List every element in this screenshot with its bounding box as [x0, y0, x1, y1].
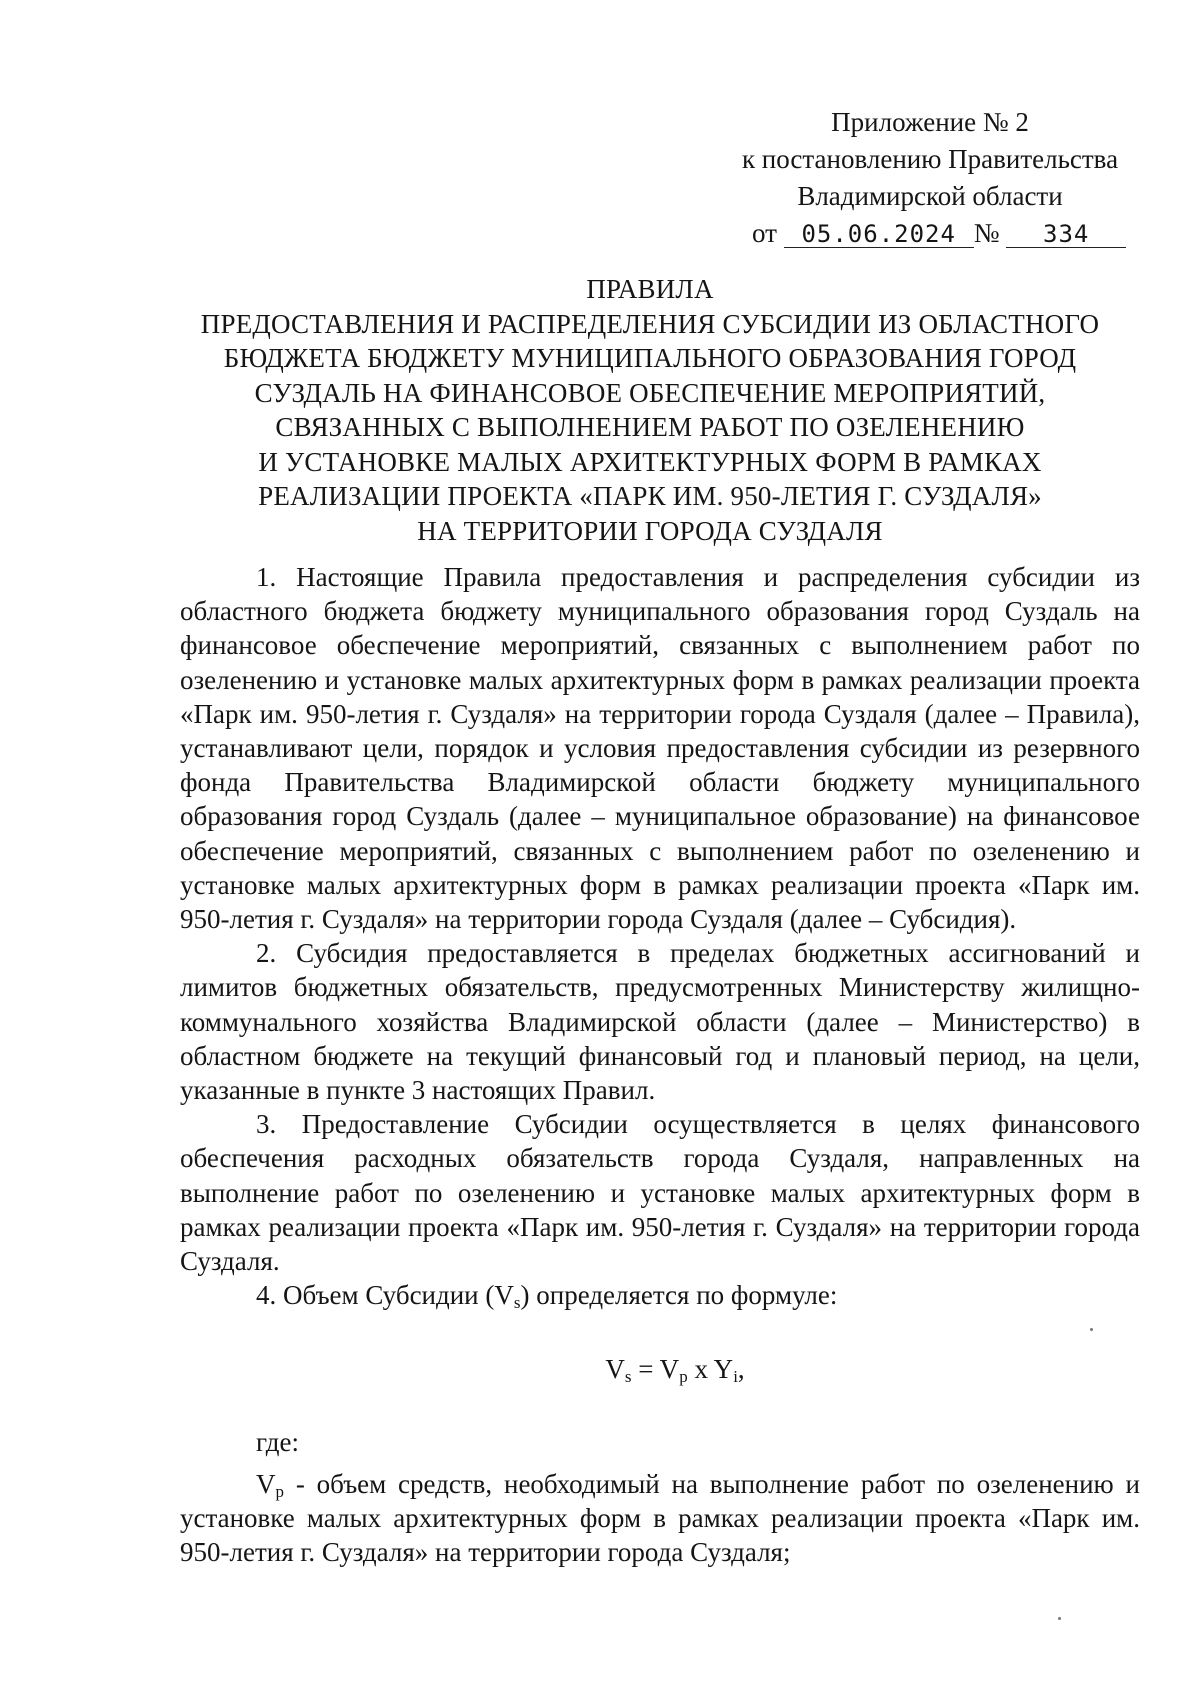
definition-vp: [180, 1467, 1140, 1570]
title-line: И УСТАНОВКЕ МАЛЫХ АРХИТЕКТУРНЫХ ФОРМ В РАМКАХ: [258, 446, 1042, 477]
appendix-region: Владимирской области: [797, 181, 1063, 211]
appendix-date-line: [720, 215, 1140, 252]
title-line: ПРЕДОСТАВЛЕНИЯ И РАСПРЕДЕЛЕНИЯ СУБСИДИИ ИЗ ОБЛАСТНОГО: [200, 308, 1100, 339]
formula-v-sub: s: [624, 1367, 632, 1387]
p4-text-end: ) определяется по формуле:: [520, 1280, 838, 1311]
title-line: СВЯЗАННЫХ С ВЫПОЛНЕНИЕМ РАБОТ ПО ОЗЕЛЕНЕНИЮ: [275, 412, 1025, 442]
formula-eq: = V: [631, 1354, 680, 1385]
paragraph-4: [180, 1278, 1140, 1312]
formula-vp-sub: p: [679, 1367, 688, 1387]
p4-subscript: s: [513, 1293, 521, 1313]
resolution-date: 05.06.2024: [784, 221, 974, 248]
subsidy-formula: [180, 1352, 1140, 1386]
where-label: где:: [256, 1426, 299, 1457]
resolution-number: 334: [1006, 221, 1126, 248]
appendix-header: [720, 104, 1140, 252]
scan-speck: [1090, 1328, 1093, 1331]
def-v-sub: p: [275, 1481, 284, 1501]
formula-times: x Y: [687, 1354, 734, 1385]
formula-y-sub: i: [733, 1367, 738, 1387]
def-text: - объем средств, необходимый на выполнение работ по озеленению и установке малых архитектурных форм в рамках реализации проекта «Парк им. 950-летия г. Суздаля» на территории города Суздаля;: [180, 1468, 1140, 1568]
appendix-number: Приложение № 2: [831, 107, 1029, 137]
paragraph-1: 1. Настоящие Правила предоставления и распределения субсидии из областного бюджета бюджету муниципального образования город Суздаль на финансовое обеспечение мероприятий, связанных с выполнением работ по озеленению и установке малых архитектурных форм в рамках реализации проекта «Парк им. 950-летия г. Суздаля» на территории города Суздаля (далее – Правила), устанавливают цели, порядок и условия предоставления субсидии из резервного фонда Правительства Владимирской области бюджету муниципального образования город Суздаль (далее – муниципальное образование) на финансовое обеспечение мероприятий, связанных с выполнением работ по озеленению и установке малых архитектурных форм в рамках реализации проекта «Парк им. 950-летия г. Суздаля» на территории города Суздаля (далее – Субсидия).: [180, 562, 1140, 935]
paragraph-2: 2. Субсидия предоставляется в пределах бюджетных ассигнований и лимитов бюджетных обязательств, предусмотренных Министерству жилищно-коммунального хозяйства Владимирской области (далее – Министерство) в областном бюджете на текущий финансовый год и плановый период, на цели, указанные в пункте 3 настоящих Правил.: [180, 938, 1140, 1106]
p4-text-start: 4. Объем Субсидии (V: [256, 1280, 514, 1311]
document-title: [150, 272, 1150, 548]
title-line: РЕАЛИЗАЦИИ ПРОЕКТА «ПАРК ИМ. 950-ЛЕТИЯ Г. СУЗДАЛЯ»: [258, 481, 1042, 511]
document-body: [180, 560, 1140, 1569]
title-heading: ПРАВИЛА: [586, 274, 714, 304]
def-v: V: [256, 1468, 276, 1499]
title-line: СУЗДАЛЬ НА ФИНАНСОВОЕ ОБЕСПЕЧЕНИЕ МЕРОПРИЯТИЙ,: [254, 377, 1046, 408]
scan-speck: [1058, 1617, 1061, 1620]
from-label: от: [752, 218, 777, 248]
title-line: БЮДЖЕТА БЮДЖЕТУ МУНИЦИПАЛЬНОГО ОБРАЗОВАНИЯ ГОРОД: [223, 343, 1077, 373]
number-label: №: [973, 218, 1000, 248]
formula-v: V: [605, 1354, 625, 1385]
appendix-resolution-ref: к постановлению Правительства: [741, 144, 1119, 174]
title-line: НА ТЕРРИТОРИИ ГОРОДА СУЗДАЛЯ: [417, 515, 883, 546]
paragraph-3: 3. Предоставление Субсидии осуществляется в целях финансового обеспечения расходных обязательств города Суздаля, направленных на выполнение работ по озеленению и установке малых архитектурных форм в рамках реализации проекта «Парк им. 950-летия г. Суздаля» на территории города Суздаля.: [180, 1109, 1140, 1277]
formula-end: ,: [737, 1354, 745, 1385]
